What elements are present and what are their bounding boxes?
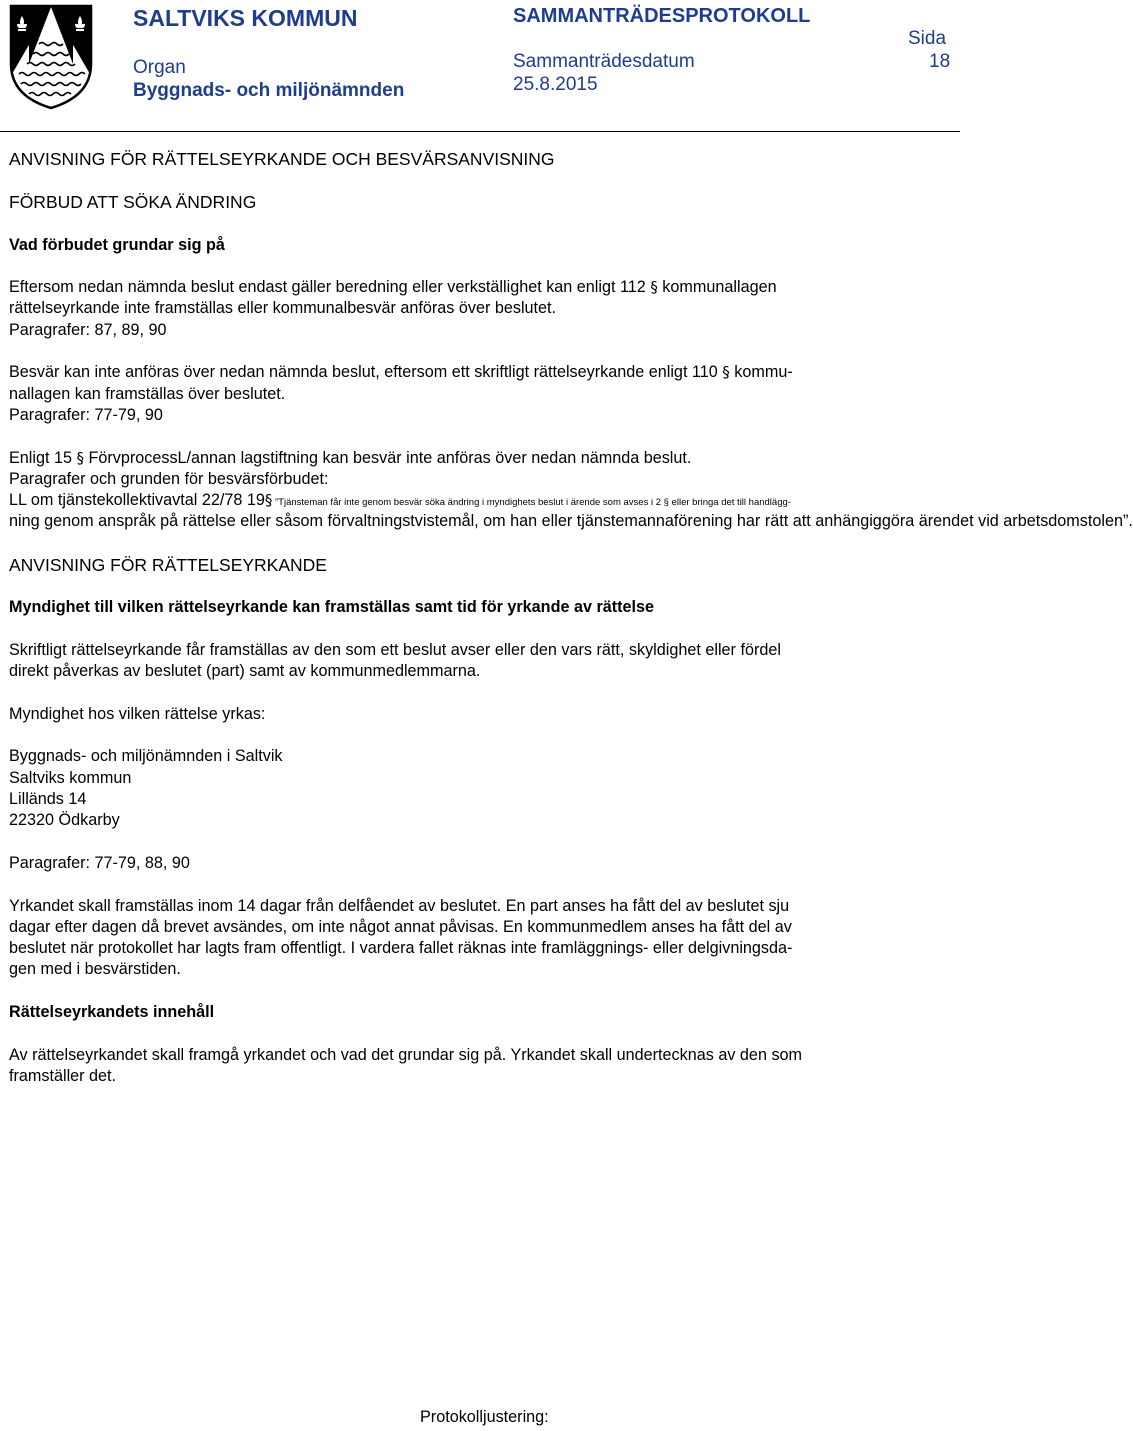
- paragraph-deadline-line4: gen med i besvärstiden.: [9, 960, 181, 979]
- ban-title: FÖRBUD ATT SÖKA ÄNDRING: [9, 192, 257, 213]
- page-label: Sida: [908, 28, 947, 49]
- paragraph-ban-2: Besvär kan inte anföras över nedan nämnda beslut, eftersom ett skriftligt rättelseyrkande enligt 110 § kommu-: [9, 363, 793, 382]
- paragraph-ban-3: Enligt 15 § FörvprocessL/annan lagstiftning kan besvär inte anföras över nedan nämnda beslut.: [9, 448, 692, 467]
- protocol-verification-label: Protokolljustering:: [420, 1408, 549, 1426]
- paragraph-ban-1-sections: Paragrafer: 87, 89, 90: [9, 320, 167, 339]
- main-title: ANVISNING FÖR RÄTTELSEYRKANDE OCH BESVÄRSANVISNING: [9, 149, 555, 169]
- paragraph-ban-2-sections: Paragrafer: 77-79, 90: [9, 405, 163, 424]
- paragraph-ban-3-law-line2: ning genom anspråk på rättelse eller såsom förvaltningstvistemål, om han eller tjänstemannaförening har rätt att anhängiggöra ärendet vid arbetsdomstolen”.: [9, 512, 1133, 531]
- section-sign: §: [650, 278, 658, 297]
- protocol-title: SAMMANTRÄDESPROTOKOLL: [513, 5, 811, 27]
- municipality-name: SALTVIKS KOMMUN: [133, 5, 358, 31]
- paragraph-ban-2-line2: nallagen kan framställas över beslutet.: [9, 384, 286, 403]
- authority-label: Myndighet hos vilken rättelse yrkas:: [9, 704, 266, 723]
- paragraph-deadline-line3: beslutet när protokollet har lagts fram offentligt. I vardera fallet räknas inte framläggnings- eller delgivningsda-: [9, 939, 793, 958]
- content-heading: Rättelseyrkandets innehåll: [9, 1002, 215, 1021]
- paragraph-ban-1: Eftersom nedan nämnda beslut endast gäller beredning eller verkställighet kan enligt 112 § kommunallagen: [9, 278, 777, 297]
- paragraph-ban-3-law: LL om tjänstekollektivavtal 22/78 19§ ”Tjänsteman får inte genom besvär söka ändring i myndighets beslut i ärende som avses i 2 § eller bringa det till handlägg-: [9, 491, 791, 510]
- page-number: 18: [929, 51, 951, 72]
- section-sign: §: [663, 497, 669, 509]
- meeting-date-value: 25.8.2015: [513, 74, 598, 95]
- municipality-coat-of-arms-logo: [9, 4, 93, 110]
- authority-heading: Myndighet till vilken rättelseyrkande kan framställas samt tid för yrkande av rättelse: [9, 598, 655, 617]
- ban-subtitle: Vad förbudet grundar sig på: [9, 235, 225, 254]
- section-sign: §: [722, 363, 730, 382]
- paragraph-content-line2: framställer det.: [9, 1066, 117, 1085]
- paragraph-content-line1: Av rättelseyrkandet skall framgå yrkandet och vad det grundar sig på. Yrkandet skall undertecknas av den som: [9, 1045, 803, 1064]
- address-line-4: 22320 Ödkarby: [9, 811, 120, 830]
- organ-label: Organ: [133, 57, 186, 78]
- paragraph-deadline-line1: Yrkandet skall framställas inom 14 dagar från delfåendet av beslutet. En part anses ha fått del av beslutet sju: [9, 896, 790, 915]
- paragraph-correction-sections: Paragrafer: 77-79, 88, 90: [9, 853, 190, 872]
- address-line-2: Saltviks kommun: [9, 768, 132, 787]
- paragraph-correction-1: Skriftligt rättelseyrkande får framställas av den som ett beslut avser eller den vars rätt, skyldighet eller fördel: [9, 640, 781, 659]
- paragraph-deadline-line2: dagar efter dagen då brevet avsändes, om inte något annat påvisas. En kommunmedlem anses ha fått del av: [9, 917, 792, 936]
- organ-value: Byggnads- och miljönämnden: [133, 80, 405, 101]
- paragraph-correction-1-line2: direkt påverkas av beslutet (part) samt av kommunmedlemmarna.: [9, 662, 481, 681]
- paragraph-ban-3-line2: Paragrafer och grunden för besvärsförbudet:: [9, 469, 329, 488]
- address-line-3: Lilländs 14: [9, 790, 87, 809]
- section-sign: §: [76, 448, 84, 467]
- document-body: [9, 148, 1133, 1087]
- address-line-1: Byggnads- och miljönämnden i Saltvik: [9, 747, 283, 766]
- header-divider: [0, 131, 960, 132]
- paragraph-ban-1-line2: rättelseyrkande inte framställas eller kommunalbesvär anföras över beslutet.: [9, 299, 557, 318]
- correction-title: ANVISNING FÖR RÄTTELSEYRKANDE: [9, 555, 327, 576]
- meeting-date-label: Sammanträdesdatum: [513, 51, 695, 72]
- section-sign: §: [264, 491, 273, 510]
